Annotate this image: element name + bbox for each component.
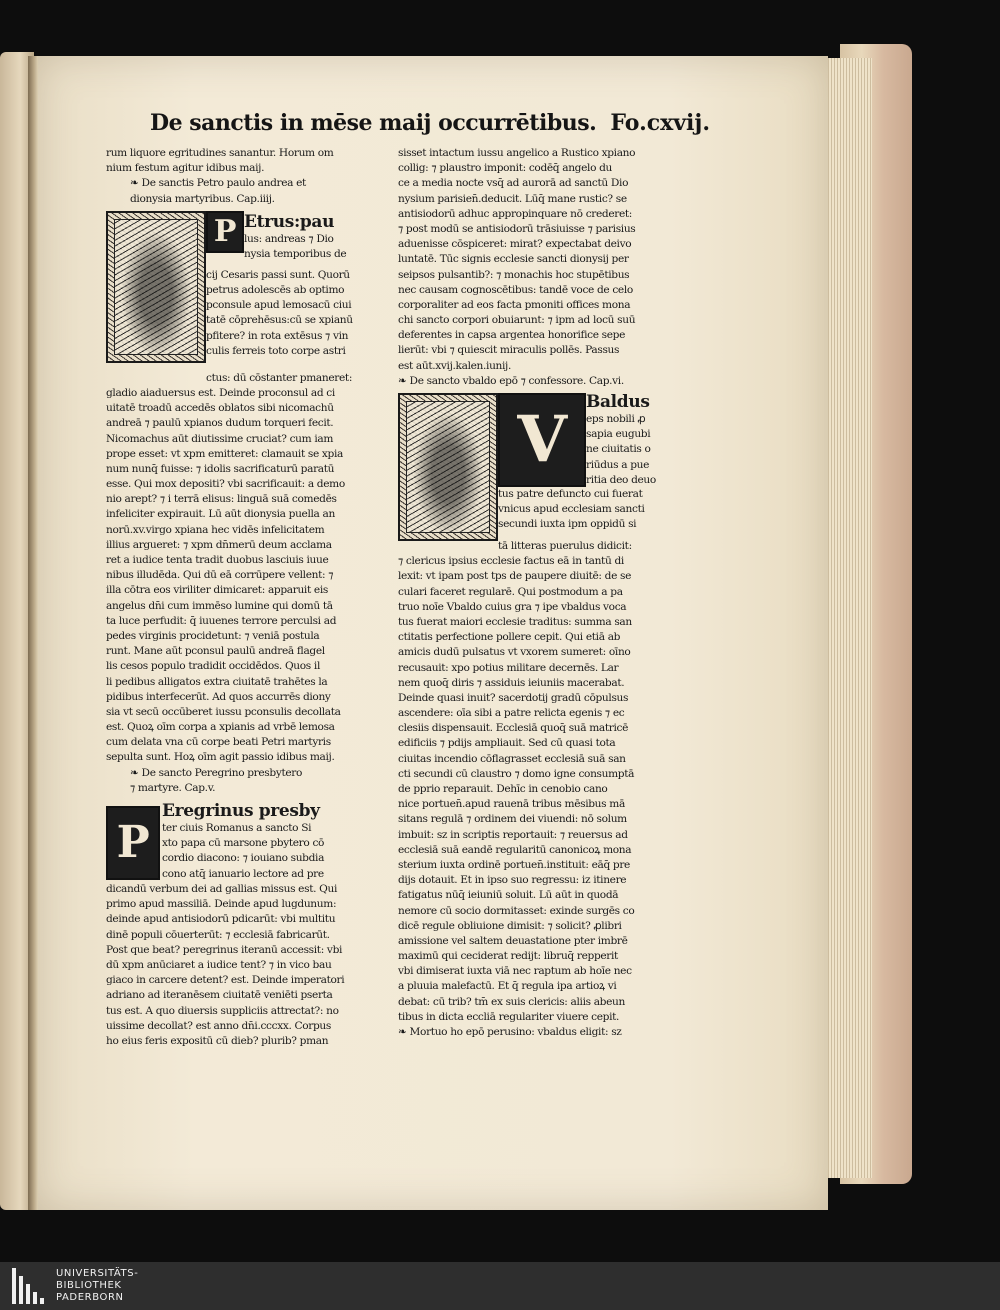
text-line: fatigatus nūq̄ ieiuniū soluit. Lū aūt in quodā (398, 889, 619, 902)
text-line: nium festum agitur idibus maij. (106, 162, 265, 175)
text-line: nice portuen̄.apud rauenā tribus mēsibus mā (398, 798, 625, 811)
text-line: prope esset: vt xpm emitteret: clamauit se xpia (106, 447, 343, 460)
text-line: a pluuia malefactū. Et q̄ regula ipa artioꝝ vi (398, 980, 617, 993)
text-line: nemore cū socio dormitasset: exinde surgēs co (398, 904, 635, 917)
decorated-initial-v (498, 393, 586, 487)
text-beside-initial (162, 802, 398, 882)
text-line: maximū qui ceciderat redijt: libruq̄ repperit (398, 950, 618, 963)
text-line: gladio aiaduersus est. Deinde proconsul ad ci (106, 386, 335, 399)
library-name-line: BIBLIOTHEK (56, 1280, 122, 1291)
text-line: lis cesos populo tradidit occidēdos. Quos il (106, 660, 320, 673)
initial-text-block (106, 802, 398, 882)
text-line: Post que beat? peregrinus iteranū accessit: vbi (106, 943, 343, 956)
text-line: dijs dotauit. Et in ipso suo regressu: iz itinere (398, 874, 627, 887)
text-beside-initial (586, 393, 692, 488)
text-line: antisiodorū adhuc appropinquare nō crederet: (398, 207, 633, 220)
text-line: ecclesiā suā eandē regularitū canonicoꝝ mona (398, 843, 632, 856)
text-line: rum liquore egritudines sanantur. Horum om (106, 147, 334, 159)
text-line: eps nobili ꝓ (586, 413, 646, 425)
text-line: tibus in dicta eccliā regulariter viuere cepit. (398, 1010, 620, 1023)
page-gutter (28, 56, 38, 1210)
text-line: andreā ⁊ paulū xpianos dudum torqueri fecit. (106, 417, 334, 430)
text-line: lus: andreas ⁊ Dio (244, 232, 334, 245)
text-line: nem quoq̄ diris ⁊ assiduis ieiuniis macerabat. (398, 676, 625, 689)
text-line: ter ciuis Romanus a sancto Si (162, 822, 312, 834)
text-line: culis ferreis toto corpe astri (206, 344, 346, 357)
library-name (56, 1268, 138, 1304)
text-line: pedes virginis procidetunt: ⁊ veniā postula (106, 629, 320, 642)
text-line: riūdus a pue (586, 458, 650, 471)
text-line: tus fuerat maiori ecclesie traditus: summa san (398, 615, 632, 628)
text-line: pfitere? in rota extēsus ⁊ vin (206, 329, 349, 342)
decorated-initial-p (206, 211, 244, 253)
initial-letter: P (213, 213, 237, 249)
text-line: pconsule apud lemosacū ciui (206, 299, 352, 312)
text-line: cono atq̄ ianuario lectore ad pre (162, 867, 324, 880)
text-line: chi sancto corpori obuiarunt: ⁊ ipm ad locū suū (398, 314, 636, 327)
right-text-column (398, 146, 692, 1040)
text-line: Nicomachus aūt diutissime cruciat? cum iam (106, 432, 334, 445)
running-header (150, 106, 710, 140)
text-line: sisset intactum iussu angelico a Rustico xpiano (398, 147, 636, 159)
text-line: runt. Mane aūt pconsul paulū andreā flagel (106, 645, 325, 658)
text-line: Deinde quasi inuit? sacerdotij gradū cōpulsus (398, 691, 629, 704)
left-text-column (106, 146, 398, 1049)
text-line: esse. Qui mox depositi? vbi sacrificauit: a demo (106, 478, 345, 491)
text-line: nysia temporibus de (244, 247, 347, 260)
woodcut-illustration-ubaldus (398, 393, 498, 541)
text-line: cum delata vna cū corpe beati Petri martyris (106, 736, 331, 749)
woodcut-illustration-martyrs (106, 211, 206, 363)
text-line: cij Cesaris passi sunt. Quorū (206, 268, 350, 281)
text-line: ret a iudice tenta tradit duobus lasciuis iuue (106, 554, 329, 566)
text-line: tatē cōprehēsus:cū se xpianū (206, 314, 353, 327)
text-line: imbuit: sz in scriptis reportauit: ⁊ reuersus ad (398, 828, 628, 841)
initial-letter: P (116, 817, 150, 868)
text-line: tus patre defuncto cui fuerat (498, 488, 643, 500)
text-line: dicandū verbum dei ad gallias missus est. Qui (106, 883, 337, 895)
text-line: secundi iuxta ipm oppidū si (498, 518, 637, 531)
text-line: amicis dudū pulsatus vt vxorem sumeret: oīno (398, 646, 631, 659)
text-line: dicē regule obliuione dimisit: ⁊ solicit? ꝓlibri (398, 919, 622, 932)
text-line: ⁊ post modū se antisiodorū trāsiuisse ⁊ parisius (398, 222, 636, 235)
woodcut-scene (114, 219, 198, 355)
text-line: Baldus (586, 393, 650, 412)
text-line: ⁊ clericus ipsius ecclesie factus eā in tantū di (398, 555, 624, 568)
text-line: ritia deo deuo (586, 473, 656, 486)
text-line: vbi dimiserat iuxta viā nec raptum ab hoīe nec (398, 965, 632, 978)
text-line: tus est. A quo diuersis suppliciis attrectat?: no (106, 1004, 339, 1017)
text-line: amissione vel saltem deuastatione pter imbrē (398, 934, 628, 947)
book-page (36, 56, 828, 1210)
woodcut-scene (406, 401, 490, 533)
library-footer (0, 1262, 1000, 1310)
text-line: clesiis dispensauit. Ecclesiā quoq̄ suā matricē (398, 722, 629, 735)
library-logo-icon (12, 1268, 46, 1304)
text-line: sterium iuxta ordinē portuen̄.instituit: eāq̄ pre (398, 858, 630, 871)
text-line: Eregrinus presby (162, 802, 320, 821)
chapter-heading: dionysia martyribus. Cap.iiij. (130, 192, 275, 205)
text-line: truo noīe Vbaldo cuius gra ⁊ ipe vbaldus voca (398, 600, 627, 613)
text-line: infeliciter expirauit. Lū aūt dionysia puella an (106, 508, 335, 521)
text-line: illa cōtra eos viriliter dimicaret: apparuit eis (106, 584, 328, 597)
text-line: sepulta sunt. Hoꝝ oīm agit passio idibus maij. (106, 751, 335, 764)
text-line: lierūt: vbi ⁊ quiescit miraculis pollēs. Passus (398, 344, 620, 357)
text-line: ciuitas incendio cōflagrasset ecclesiā suā san (398, 752, 626, 765)
text-line: sapia eugubi (586, 428, 651, 441)
text-line: collig: ⁊ plaustro imponit: codēq̄ angelo du (398, 162, 613, 175)
text-line: angelus dn̄i cum immēso lumine qui domū tā (106, 599, 333, 612)
text-line: dinē populi cōuerterūt: ⁊ ecclesiā fabricarūt. (106, 928, 330, 941)
initial-letter: V (517, 402, 567, 477)
image-text-block (398, 393, 692, 539)
chapter-heading: ❧ De sancto vbaldo epō ⁊ confessore. Cap.vi. (398, 374, 624, 387)
text-line: est aūt.xvij.kalen.iunij. (398, 359, 512, 372)
text-line: aduenisse cōspiceret: mirat? expectabat deivo (398, 238, 632, 251)
text-line: ta luce perfudit: q̄ iuuenes terrore perculsi ad (106, 614, 337, 627)
text-line: Etrus:pau (244, 212, 335, 232)
chapter-heading: ❧ Mortuo ho epō perusino: vbaldus eligit: sz (398, 1026, 622, 1038)
text-beside-woodcut-lower (206, 268, 398, 359)
text-line: petrus adolescēs ab optimo (206, 283, 345, 296)
text-line: ne ciuitatis o (586, 443, 651, 456)
chapter-heading: ⁊ martyre. Cap.v. (130, 781, 216, 794)
text-line: vnicus apud ecclesiam sancti (498, 503, 645, 516)
library-name-line: UNIVERSITÄTS- (56, 1268, 139, 1279)
text-line: de pprio reparauit. Dehīc in cenobio cano (398, 783, 608, 795)
text-line: debat: cū trib? tm̄ ex suis clericis: aliis abeun (398, 995, 625, 1008)
text-line: pidibus interfecerūt. Ad quos accurrēs diony (106, 690, 331, 703)
text-line: ce a media nocte vsq̄ ad aurorā ad sanctū Dio (398, 177, 629, 190)
running-title: De sanctis in mēse maij occurrētibus. (150, 110, 597, 136)
text-line: tā litteras puerulus didicit: (498, 540, 632, 552)
library-name-line: PADERBORN (56, 1292, 124, 1303)
text-line: nec causam cognoscētibus: tandē voce de celo (398, 283, 633, 296)
image-text-block (106, 207, 398, 371)
text-line: dū xpm anūciaret a iudice tent? ⁊ in vico bau (106, 958, 332, 971)
text-line: seipsos pulsantib?: ⁊ monachis hoc stupētibus (398, 268, 630, 281)
text-line: uitatē troadū accedēs oblatos sibi nicomachū (106, 402, 334, 415)
text-line: est. Quoꝝ oīm corpa a xpianis ad vrbē lemosa (106, 721, 335, 734)
text-line: nio arept? ⁊ i terrā elisus: linguā suā comedēs (106, 493, 337, 506)
text-line: cti secundi cū claustro ⁊ domo igne consumptā (398, 767, 635, 780)
text-line: ctus: dū cōstanter pmaneret: (206, 371, 353, 384)
text-line: li pedibus alligatos extra ciuitatē trahētes la (106, 675, 328, 688)
text-line: nysium parisien̄.deducit. Lūq̄ mane rustic? se (398, 192, 627, 205)
text-line: num nunq̄ fuisse: ⁊ idolis sacrificaturū paratū (106, 462, 335, 475)
text-line: culari faceret regularē. Qui postmodum a pa (398, 585, 623, 598)
text-line: illius argueret: ⁊ xpm dn̄merū deum acclama (106, 538, 332, 551)
text-line: cordio diacono: ⁊ iouiano subdia (162, 852, 325, 865)
text-line: deinde apud antisiodorū pdicarūt: vbi multitu (106, 913, 336, 926)
text-line: xto papa cū marsone pbytero cō (162, 837, 325, 850)
text-line: adriano ad iteranēsem ciuitatē veniēti pserta (106, 989, 333, 1002)
text-line: recusauit: xpo potius militare decernēs. Lar (398, 661, 619, 674)
chapter-heading: ❧ De sancto Peregrino presbytero (130, 766, 303, 779)
text-line: ho eius feris expositū cū dieb? plurib? pman (106, 1034, 329, 1047)
text-line: norū.xv.virgo xpiana hec vidēs infelicitatem (106, 523, 325, 536)
text-line: sitans regulā ⁊ ordinem dei viuendi: nō solum (398, 813, 627, 826)
text-line: edificiis ⁊ pdijs ampliauit. Sed cū quasi tota (398, 737, 616, 750)
decorated-initial-p (106, 806, 160, 880)
text-line: giaco in carcere detent? est. Deinde imperatori (106, 974, 345, 987)
chapter-heading: ❧ De sanctis Petro paulo andrea et (130, 177, 306, 190)
text-line: corporaliter ad eos facta pmoniti offices mona (398, 298, 631, 311)
text-line: nibus illudēda. Qui dū eā corrūpere vellent: ⁊ (106, 569, 334, 582)
text-line: uissime decollat? est anno dn̄i.cccxx. Corpus (106, 1019, 331, 1032)
text-line: primo apud massiliā. Deinde apud lugdunum: (106, 898, 337, 911)
text-line: ctitatis perfectione pollere cepit. Qui etiā ab (398, 631, 621, 644)
text-line: ascendere: oīa sibi a patre relicta egenis ⁊ ec (398, 707, 625, 720)
folio-number: Fo.cxvij. (610, 110, 710, 136)
text-beside-woodcut-lower (498, 487, 692, 533)
text-line: sia vt secū occūberet iussu pconsulis decollata (106, 705, 341, 718)
text-line: deferentes in capsa argentea honorifice sepe (398, 329, 626, 342)
text-line: lexit: vt ipam post tps de paupere diuitē: de se (398, 570, 632, 583)
text-line: luntatē. Tūc signis ecclesie sancti dionysij per (398, 253, 629, 266)
text-beside-woodcut (244, 213, 398, 262)
